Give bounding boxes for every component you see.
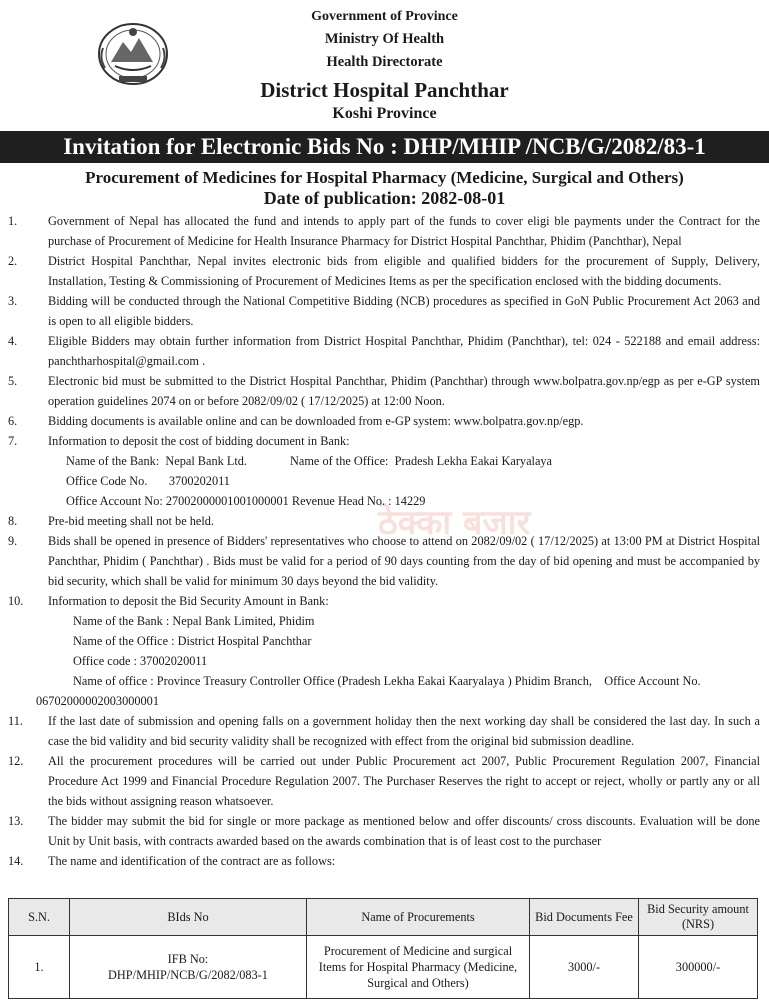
- notice-body: [8, 211, 760, 871]
- item-number: 14.: [8, 854, 24, 868]
- notice-item: [8, 211, 760, 251]
- notice-item: [8, 851, 760, 871]
- cell-sn: 1.: [9, 936, 70, 999]
- bank7-line1: Name of the Bank: Nepal Bank Ltd. Name of the Office: Pradesh Lekha Eakai Karyalaya: [66, 454, 553, 468]
- item-text: The bidder may submit the bid for single or more package as mentioned below and offer discounts/ cross discounts. Evaluation will be done Unit by Unit basis, with contracts awarded based on the awards combination that is of least cost to the purchaser: [48, 814, 760, 848]
- notice-item: [8, 811, 760, 851]
- bid-no-value: DHP/MHIP/NCB/G/2082/083-1: [108, 968, 268, 982]
- item-text: Information to deposit the Bid Security Amount in Bank:: [48, 594, 329, 608]
- notice-item: [8, 411, 760, 431]
- item-text: The name and identification of the contract are as follows:: [48, 854, 336, 868]
- header-ministry: Ministry Of Health: [324, 31, 445, 47]
- item-text: If the last date of submission and opening falls on a government holiday then the next working day shall be considered the last day. In such a case the bid validity and bid security validity shall be recognized with effect from the original bid submission deadline.: [48, 714, 760, 748]
- item-text: Information to deposit the cost of bidding document in Bank:: [48, 434, 350, 448]
- header-directorate: Health Directorate: [326, 54, 443, 70]
- header-security: Bid Security amount (NRS): [639, 899, 758, 936]
- item-number: 3.: [8, 294, 18, 308]
- notice-item: [8, 371, 760, 411]
- table-row: [9, 936, 758, 999]
- header-sn: S.N.: [9, 899, 70, 936]
- item-number: 2.: [8, 254, 18, 268]
- item-number: 12.: [8, 754, 24, 768]
- notice-item: [8, 291, 760, 331]
- notice-item: [8, 251, 760, 291]
- bank7-line3: Office Account No: 27002000001001000001 Revenue Head No. : 14229: [66, 494, 426, 508]
- notice-item: [8, 591, 760, 711]
- contract-table: [8, 898, 758, 999]
- notice-item: [8, 331, 760, 371]
- watermark-text: ठेक्का बजार: [378, 503, 531, 543]
- notice-item: [8, 751, 760, 811]
- item-text: All the procurement procedures will be carried out under Public Procurement act 2007, Public Procurement Regulation 2007, Financial Procedure Act 1999 and Financial Procedure Regulation 2007. The Purchaser Reserves the right to accept or reject, wholly or partly any or all the bids without assigning reason whatsoever.: [48, 754, 760, 808]
- bank10-line3: Office code : 37002020011: [73, 654, 208, 668]
- bank7-line2: Office Code No. 3700202011: [66, 474, 230, 488]
- procurement-subtitle: Procurement of Medicines for Hospital Pharmacy (Medicine, Surgical and Others): [85, 168, 684, 187]
- publication-date: Date of publication: 2082-08-01: [263, 188, 506, 208]
- notice-item: [8, 511, 760, 531]
- bank10-line4: Name of office : Province Treasury Controller Office (Pradesh Lekha Eakai Kaaryalaya ) Phidim Branch, Office Account No.: [73, 674, 701, 688]
- item-text: Government of Nepal has allocated the fund and intends to apply part of the funds to cover eligi ble payments under the Contract for the purchase of Procurement of Medicine for Health Insurance Pharmacy for District Hospital Panchthar, Phidim (Panchthar), Nepal: [48, 214, 760, 248]
- item-text: Bidding will be conducted through the National Competitive Bidding (NCB) procedures as specified in GoN Public Procurement Act 2063 and is open to all eligible bidders.: [48, 294, 760, 328]
- item-number: 1.: [8, 214, 18, 228]
- item-text: Electronic bid must be submitted to the District Hospital Panchthar, Phidim (Panchthar) through www.bolpatra.gov.np/egp as per e-GP system operation guidelines 2074 on or before 2082/09/02 ( 17/12/2025) at 12:00 Noon.: [48, 374, 760, 408]
- item-number: 4.: [8, 334, 18, 348]
- header-province: Koshi Province: [332, 105, 437, 122]
- item-number: 5.: [8, 374, 18, 388]
- bid-title-banner: Invitation for Electronic Bids No : DHP/MHIP /NCB/G/2082/83-1: [0, 131, 769, 163]
- notice-item: [8, 531, 760, 591]
- item-number: 11.: [8, 714, 23, 728]
- item-number: 6.: [8, 414, 18, 428]
- item-number: 10.: [8, 594, 24, 608]
- header-hospital: District Hospital Panchthar: [260, 78, 509, 102]
- cell-bid-no: [70, 936, 307, 999]
- bid-no-label: IFB No:: [167, 952, 209, 966]
- header-government: Government of Province: [311, 9, 458, 24]
- item-number: 7.: [8, 434, 18, 448]
- cell-fee: 3000/-: [530, 936, 639, 999]
- bank10-line2: Name of the Office : District Hospital Panchthar: [73, 634, 312, 648]
- item-number: 13.: [8, 814, 24, 828]
- item-number: 9.: [8, 534, 18, 548]
- item-text: Pre-bid meeting shall not be held.: [48, 514, 214, 528]
- item-text: District Hospital Panchthar, Nepal invites electronic bids from eligible and qualified bidders for the procurement of Supply, Delivery, Installation, Testing & Commissioning of Procurement of Medicines Items as per the specification enclosed with the bidding documents.: [48, 254, 760, 288]
- table-header-row: [9, 899, 758, 936]
- item-text: Bids shall be opened in presence of Bidders' representatives who choose to attend on 2082/09/02 ( 17/12/2025) at 13:00 PM at District Hospital Panchthar, Phidim ( Panchthar) . Bids must be valid for a period of 90 days counting from the day of bid opening and must be accompanied by bid security, which shall be valid for minimum 30 days beyond the bid validity.: [48, 534, 760, 588]
- bank10-line5: 06702000002003000001: [36, 694, 159, 708]
- notice-item: [8, 431, 760, 511]
- header-name: Name of Procurements: [307, 899, 530, 936]
- cell-procurement-name: Procurement of Medicine and surgical Items for Hospital Pharmacy (Medicine, Surgical and Others): [307, 936, 530, 999]
- item-text: Eligible Bidders may obtain further information from District Hospital Panchthar, Phidim (Panchthar), tel: 024 - 522188 and email address: panchtharhospital@gmail.com .: [48, 334, 760, 368]
- notice-item: [8, 711, 760, 751]
- header-fee: Bid Documents Fee: [530, 899, 639, 936]
- item-text: Bidding documents is available online and can be downloaded from e-GP system: www.bolpatra.gov.np/egp.: [48, 414, 584, 428]
- bank10-line1: Name of the Bank : Nepal Bank Limited, Phidim: [73, 614, 315, 628]
- header-bids-no: BIds No: [70, 899, 307, 936]
- item-number: 8.: [8, 514, 18, 528]
- cell-security: 300000/-: [639, 936, 758, 999]
